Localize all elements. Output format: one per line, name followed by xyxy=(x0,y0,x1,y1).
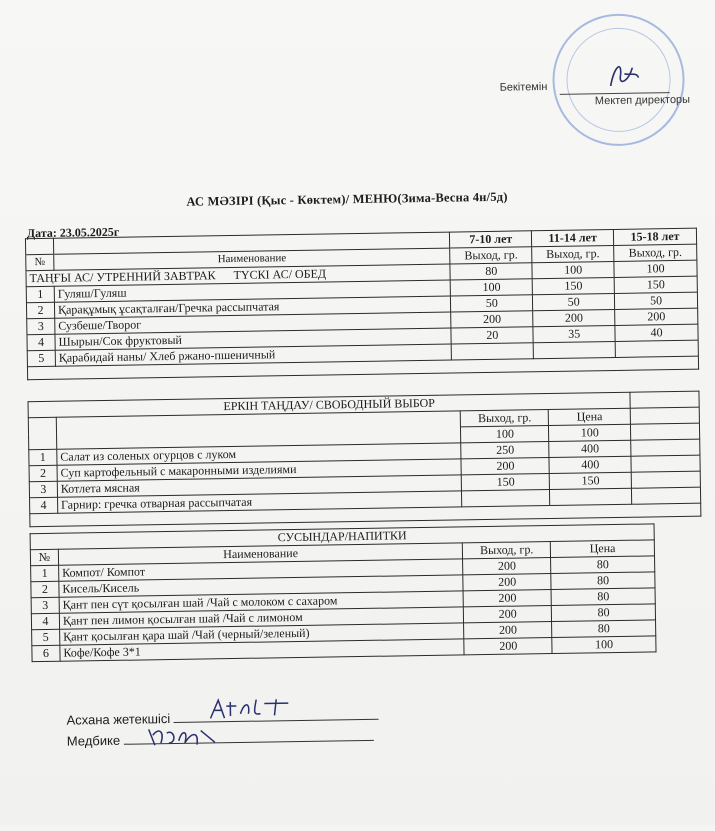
price-value: 80 xyxy=(551,588,655,606)
price-value: 80 xyxy=(551,572,655,590)
approve-label: Бекітемін xyxy=(499,81,548,94)
row-number: 1 xyxy=(26,286,54,302)
price-value: 100 xyxy=(549,424,631,441)
dish-name: Сузбеше/Творог xyxy=(55,312,452,334)
yield-a: 200 xyxy=(451,311,533,328)
num-header: № xyxy=(30,549,58,565)
age-group: 7-10 лет xyxy=(450,231,532,248)
dish-name: Гуляш/Гуляш xyxy=(54,280,451,302)
yield-value: 200 xyxy=(461,458,549,475)
yield-value: 100 xyxy=(461,426,549,443)
yield-header: Выход, гр. xyxy=(532,245,614,262)
nurse-signature xyxy=(145,720,225,751)
price-value xyxy=(550,488,632,505)
yield-c: 150 xyxy=(614,276,697,293)
row-number: 4 xyxy=(27,334,55,350)
director-signature xyxy=(602,56,643,93)
row-number: 4 xyxy=(30,497,58,513)
row-number: 2 xyxy=(31,581,59,597)
row-number: 1 xyxy=(31,565,59,581)
yield-header: Выход, гр. xyxy=(463,542,551,559)
yield-value: 200 xyxy=(464,606,552,623)
menu-title: АС МӘЗІРІ (Қыс - Көктем)/ МЕНЮ(Зима-Весна 4н/5д) xyxy=(186,189,508,209)
yield-a: 20 xyxy=(451,327,533,344)
yield-c: 40 xyxy=(615,324,698,341)
yield-c: 50 xyxy=(614,292,697,309)
yield-value: 200 xyxy=(463,574,551,591)
row-number: 1 xyxy=(29,449,57,465)
row-number: 5 xyxy=(27,350,55,366)
nurse-label: Медбике xyxy=(66,732,121,749)
dish-name: Гарнир: гречка отварная рассыпчатая xyxy=(57,491,462,513)
dish-name: Салат из соленых огурцов с луком xyxy=(57,443,462,465)
row-number: 2 xyxy=(29,465,57,481)
price-header: Цена xyxy=(551,540,655,558)
yield-b: 150 xyxy=(532,277,614,294)
yield-value: 200 xyxy=(463,558,551,575)
drink-name: Қант қосылған қара шай /Чай (черный/зеленый) xyxy=(60,623,465,645)
free-choice-table xyxy=(28,391,702,528)
row-number: 3 xyxy=(27,318,55,334)
drink-name: Қант пен лимон қосылған шай /Чай с лимоном xyxy=(59,607,464,629)
main-menu-table xyxy=(25,228,699,381)
yield-value: 150 xyxy=(462,474,550,491)
dish-name: Шырын/Сок фруктовый xyxy=(55,328,452,350)
menu-date: Дата: 23.05.2025г xyxy=(26,224,120,241)
num-header: № xyxy=(26,254,54,270)
price-value: 400 xyxy=(549,456,631,473)
price-value: 150 xyxy=(550,472,632,489)
yield-header: Выход, гр. xyxy=(450,247,532,264)
yield-a xyxy=(451,343,533,360)
yield-value: 250 xyxy=(461,442,549,459)
price-value: 400 xyxy=(549,440,631,457)
yield-b: 200 xyxy=(533,309,615,326)
director-label: Мектеп директоры xyxy=(594,93,691,108)
name-header: Наименование xyxy=(54,248,451,270)
yield-a: 50 xyxy=(451,295,533,312)
name-header: Наименование xyxy=(58,543,463,565)
age-group: 11-14 лет xyxy=(532,229,614,246)
yield-c: 200 xyxy=(615,308,698,325)
drink-name: Кофе/Кофе 3*1 xyxy=(60,639,465,661)
yield-header: Выход, гр. xyxy=(614,244,697,261)
price-value: 100 xyxy=(552,636,656,654)
yield-value: 200 xyxy=(463,590,551,607)
row-number: 5 xyxy=(32,629,60,645)
free-choice-heading: ЕРКІН ТАҢДАУ/ СВОБОДНЫЙ ВЫБОР xyxy=(28,392,630,417)
dish-name: Қарақұмық ұсақталған/Гречка рассыпчатая xyxy=(54,296,451,318)
cook-label: Асхана жетекшісі xyxy=(66,711,171,728)
price-value: 80 xyxy=(551,556,655,574)
row-number: 3 xyxy=(31,597,59,613)
drinks-heading: СУСЫНДАР/НАПИТКИ xyxy=(30,524,654,550)
drink-name: Кисель/Кисель xyxy=(59,575,464,597)
yield-c: 100 xyxy=(614,260,697,277)
price-value: 80 xyxy=(552,604,656,622)
price-value: 80 xyxy=(552,620,656,638)
dish-name: Қарабидай наны/ Хлеб ржано-пшеничный xyxy=(55,344,452,366)
yield-b: 35 xyxy=(533,325,615,342)
yield-b: 100 xyxy=(532,261,614,278)
yield-header: Выход, гр. xyxy=(461,410,549,427)
drinks-table xyxy=(30,523,657,662)
yield-value xyxy=(462,490,550,507)
yield-a: 100 xyxy=(450,279,532,296)
row-number: 3 xyxy=(29,481,57,497)
row-number: 6 xyxy=(32,645,60,661)
drink-name: Компот/ Компот xyxy=(59,559,464,581)
yield-value: 200 xyxy=(464,622,552,639)
dish-name: Котлета мясная xyxy=(57,475,462,497)
yield-value: 200 xyxy=(464,638,552,655)
row-number: 4 xyxy=(31,613,59,629)
dish-name: Суп картофельный с макаронными изделиями xyxy=(57,459,462,481)
price-header: Цена xyxy=(549,408,631,425)
row-number xyxy=(29,433,57,449)
yield-c xyxy=(615,340,698,357)
yield-b xyxy=(533,341,615,358)
age-group: 15-18 лет xyxy=(613,228,696,245)
section-title: ТАҢҒЫ АС/ УТРЕННИЙ ЗАВТРАК ТҮСКІ АС/ ОБЕД xyxy=(26,264,451,287)
row-number: 2 xyxy=(26,302,54,318)
yield-a: 80 xyxy=(450,263,532,280)
drink-name: Қант пен сүт қосылған шай /Чай с молоком с сахаром xyxy=(59,591,464,613)
yield-b: 50 xyxy=(533,293,615,310)
